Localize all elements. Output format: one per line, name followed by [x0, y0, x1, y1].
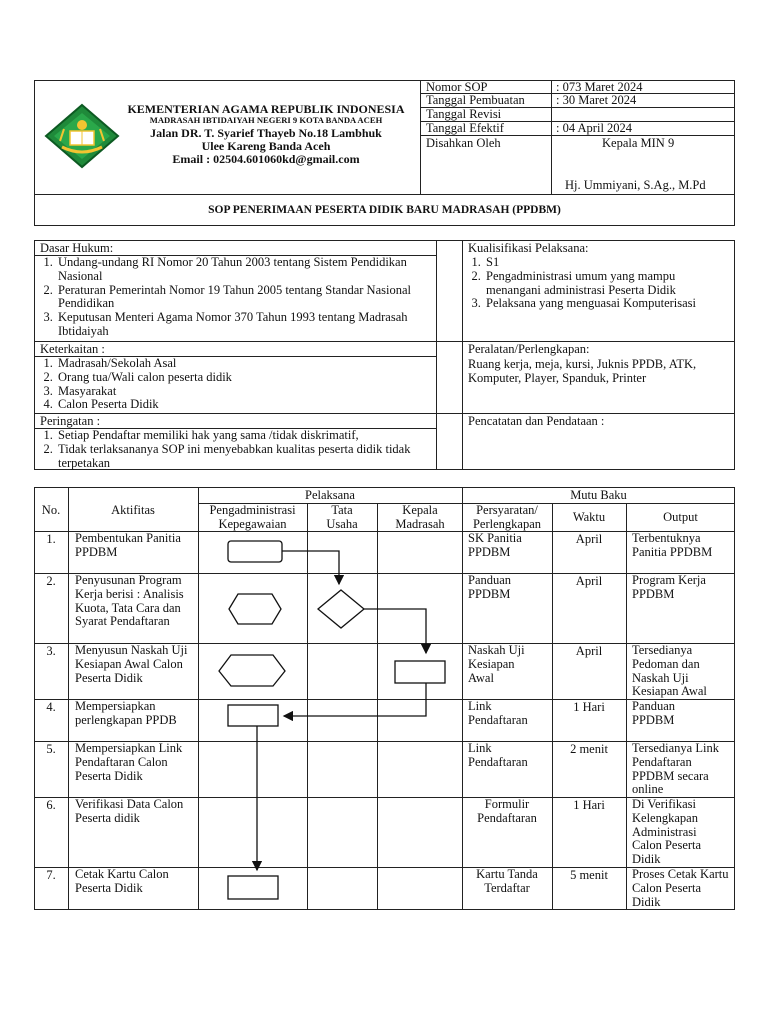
- row-persyaratan: Formulir Pendaftaran: [477, 797, 537, 825]
- row-aktifitas: Pembentukan Panitia PPDBM: [75, 531, 181, 559]
- list-item: 1. S1: [484, 256, 732, 270]
- th-tata-usaha: Tata Usaha: [326, 503, 358, 531]
- row-no: 1.: [46, 532, 56, 546]
- th-kepala: Kepala Madrasah: [395, 503, 445, 531]
- info-label-efektif: Tanggal Efektif: [426, 121, 504, 135]
- row-waktu: 1 Hari: [573, 798, 605, 812]
- row-aktifitas: Penyusunan Program Kerja berisi : Analisis Kuota, Tata Cara dan Syarat Pendaftaran: [75, 573, 184, 629]
- pencatatan-label: Pencatatan dan Pendataan :: [468, 414, 605, 428]
- list-item: 4. Calon Peserta Didik: [56, 398, 434, 412]
- row-no: 3.: [46, 644, 56, 658]
- address-line-1: Jalan DR. T. Syarief Thayeb No.18 Lambhuk: [150, 126, 382, 140]
- keterkaitan-label: Keterkaitan :: [40, 342, 105, 356]
- flow-diamond-2: [318, 590, 364, 628]
- row-output: Program Kerja PPDBM: [632, 573, 706, 601]
- row-persyaratan: Naskah Uji Kesiapan Awal: [468, 643, 525, 685]
- row-no: 7.: [46, 868, 56, 882]
- list-item: 2. Peraturan Pemerintah Nomor 19 Tahun 2005 tentang Standar Nasional Pendidikan: [56, 284, 434, 312]
- approver-title: Kepala MIN 9: [602, 136, 675, 150]
- peringatan-label: Peringatan :: [40, 414, 101, 428]
- row-waktu: 5 menit: [570, 868, 608, 882]
- flow-box-7: [228, 876, 278, 899]
- approved-label: Disahkan Oleh: [426, 136, 501, 150]
- flow-arrow-3: [284, 683, 426, 716]
- row-aktifitas: Menyusun Naskah Uji Kesiapan Awal Calon Peserta Didik: [75, 643, 188, 685]
- th-pelaksana: Pelaksana: [305, 488, 355, 502]
- row-persyaratan: SK Panitia PPDBM: [468, 531, 522, 559]
- info-label-revisi: Tanggal Revisi: [426, 107, 502, 121]
- flow-hexagon-2: [229, 594, 281, 624]
- list-item: 2. Tidak terlaksananya SOP ini menyebabkan kualitas peserta didik tidak terpetakan: [56, 443, 434, 471]
- row-waktu: April: [575, 644, 603, 658]
- th-aktifitas: Aktifitas: [111, 503, 155, 517]
- row-waktu: April: [575, 574, 603, 588]
- row-output: Proses Cetak Kartu Calon Peserta Didik: [632, 867, 729, 909]
- info-value-efektif: : 04 April 2024: [556, 121, 633, 135]
- list-item: 2. Orang tua/Wali calon peserta didik: [56, 371, 434, 385]
- row-no: 5.: [46, 742, 56, 756]
- list-item: 3. Keputusan Menteri Agama Nomor 370 Tahun 1993 tentang Madrasah Ibtidaiyah: [56, 311, 434, 339]
- peralatan-label: Peralatan/Perlengkapan:: [468, 342, 590, 356]
- row-output: Terbentuknya Panitia PPDBM: [632, 531, 713, 559]
- th-pengadministrasi: Pengadministrasi Kepegawaian: [209, 503, 296, 531]
- list-item: 1. Madrasah/Sekolah Asal: [56, 357, 434, 371]
- row-persyaratan: Kartu Tanda Terdaftar: [476, 867, 538, 895]
- th-persyaratan: Persyaratan/ Perlengkapan: [472, 503, 542, 531]
- row-output: Tersedianya Pedoman dan Naskah Uji Kesiapan Awal: [632, 643, 707, 699]
- th-waktu: Waktu: [572, 510, 606, 524]
- flow-arrow-2: [364, 609, 426, 653]
- flow-box-1: [228, 541, 282, 562]
- row-output: Tersedianya Link Pendaftaran PPDBM secara online: [632, 741, 719, 797]
- info-label-nomor: Nomor SOP: [426, 80, 488, 94]
- list-item: 2. Pengadministrasi umum yang mampu menangani administrasi Peserta Didik: [484, 270, 732, 298]
- kualifikasi-label: Kualisifikasi Pelaksana:: [468, 241, 589, 255]
- row-waktu: 1 Hari: [573, 700, 605, 714]
- info-value-pembuatan: : 30 Maret 2024: [556, 93, 637, 107]
- row-output: Di Verifikasi Kelengkapan Administrasi Calon Peserta Didik: [632, 797, 702, 867]
- th-output: Output: [663, 510, 698, 524]
- dasar-hukum-label: Dasar Hukum:: [40, 241, 114, 255]
- list-item: 3. Pelaksana yang menguasai Komputerisasi: [484, 297, 732, 311]
- row-output: Panduan PPDBM: [632, 699, 676, 727]
- row-no: 4.: [46, 700, 56, 714]
- flow-hexagon-3: [219, 655, 285, 686]
- list-item: 3. Masyarakat: [56, 385, 434, 399]
- list-item: 1. Undang-undang RI Nomor 20 Tahun 2003 tentang Sistem Pendidikan Nasional: [56, 256, 434, 284]
- row-aktifitas: Cetak Kartu Calon Peserta Didik: [75, 867, 169, 895]
- address-line-2: Ulee Kareng Banda Aceh: [201, 139, 331, 153]
- row-no: 2.: [46, 574, 56, 588]
- document-title: SOP PENERIMAAN PESERTA DIDIK BARU MADRASAH (PPDBM): [208, 204, 561, 216]
- row-aktifitas: Verifikasi Data Calon Peserta didik: [75, 797, 184, 825]
- row-waktu: 2 menit: [570, 742, 608, 756]
- email-line: Email : 02504.601060kd@gmail.com: [172, 152, 360, 166]
- flow-box-4: [228, 705, 278, 726]
- row-persyaratan: Link Pendaftaran: [468, 741, 528, 769]
- row-aktifitas: Mempersiapkan Link Pendaftaran Calon Peserta Didik: [75, 741, 183, 783]
- row-no: 6.: [46, 798, 56, 812]
- org-sub: MADRASAH IBTIDAIYAH NEGERI 9 KOTA BANDA ACEH: [149, 115, 383, 125]
- list-item: 1. Setiap Pendaftar memiliki hak yang sama /tidak diskrimatif,: [56, 429, 434, 443]
- th-no: No.: [41, 503, 61, 517]
- org-name: KEMENTERIAN AGAMA REPUBLIK INDONESIA: [127, 102, 405, 116]
- flow-arrow-1: [282, 551, 339, 584]
- row-aktifitas: Mempersiapkan perlengkapan PPDB: [75, 699, 177, 727]
- info-value-nomor: : 073 Maret 2024: [556, 80, 643, 94]
- th-mutu-baku: Mutu Baku: [570, 488, 627, 502]
- row-persyaratan: Panduan PPDBM: [468, 573, 512, 601]
- flow-box-3: [395, 661, 445, 683]
- info-label-pembuatan: Tanggal Pembuatan: [426, 93, 525, 107]
- row-persyaratan: Link Pendaftaran: [468, 699, 528, 727]
- row-waktu: April: [575, 532, 603, 546]
- approver-name: Hj. Ummiyani, S.Ag., M.Pd: [565, 178, 706, 192]
- peralatan-text: Ruang kerja, meja, kursi, Juknis PPDB, ATK, Komputer, Player, Spanduk, Printer: [468, 357, 697, 385]
